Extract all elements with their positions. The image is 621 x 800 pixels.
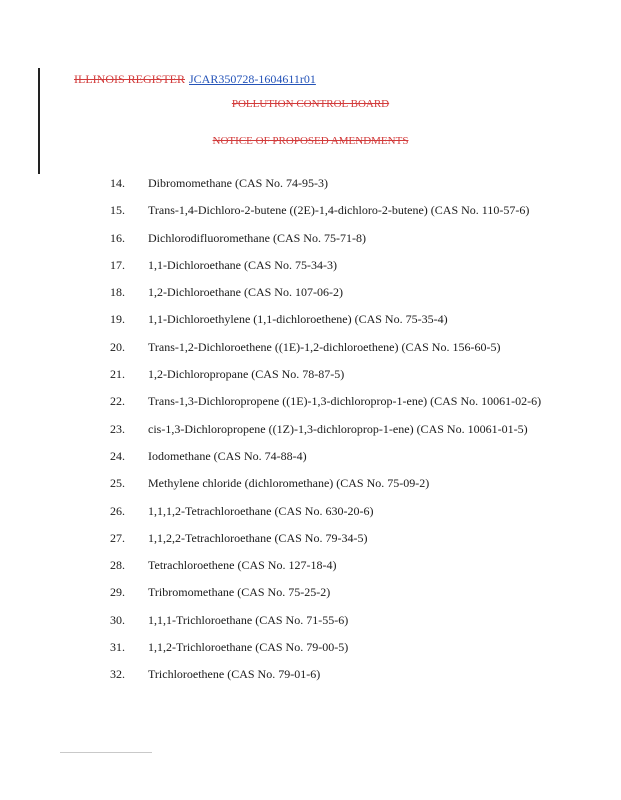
list-item bbox=[0, 336, 621, 363]
list-item bbox=[0, 227, 621, 254]
list-item-text: Tribromomethane (CAS No. 75-25-2) bbox=[148, 585, 331, 600]
list-item-text: 1,1,1,2-Tetrachloroethane (CAS No. 630-20-6) bbox=[148, 503, 374, 518]
list-item bbox=[0, 308, 621, 335]
compound-list bbox=[0, 172, 621, 691]
list-item-text: 1,2-Dichloroethane (CAS No. 107-06-2) bbox=[148, 285, 343, 300]
list-item-text: 1,1-Dichloroethane (CAS No. 75-34-3) bbox=[148, 257, 337, 272]
register-id-inserted: JCAR350728-1604611r01 bbox=[189, 72, 316, 86]
list-item-number: 17. bbox=[110, 257, 125, 272]
list-item-number: 31. bbox=[110, 640, 125, 655]
list-item-number: 22. bbox=[110, 394, 125, 409]
list-item-number: 29. bbox=[110, 585, 125, 600]
list-item-number: 16. bbox=[110, 230, 125, 245]
list-item bbox=[0, 472, 621, 499]
list-item-text: Trans-1,2-Dichloroethene ((1E)-1,2-dichloroethene) (CAS No. 156-60-5) bbox=[148, 339, 501, 354]
board-name-deleted: POLLUTION CONTROL BOARD bbox=[231, 98, 390, 110]
list-item-text: Trans-1,4-Dichloro-2-butene ((2E)-1,4-dichloro-2-butene) (CAS No. 110-57-6) bbox=[148, 203, 530, 218]
list-item-number: 15. bbox=[110, 203, 125, 218]
register-header bbox=[74, 72, 316, 87]
list-item-number: 23. bbox=[110, 421, 125, 436]
list-item-number: 18. bbox=[110, 285, 125, 300]
revision-change-bar bbox=[38, 68, 40, 174]
list-item-text: 1,1,2,2-Tetrachloroethane (CAS No. 79-34-5) bbox=[148, 530, 368, 545]
board-heading bbox=[0, 98, 621, 110]
notice-title-deleted: NOTICE OF PROPOSED AMENDMENTS bbox=[212, 135, 409, 147]
list-item-text: 1,1,1-Trichloroethane (CAS No. 71-55-6) bbox=[148, 612, 349, 627]
list-item-text: Methylene chloride (dichloromethane) (CAS No. 75-09-2) bbox=[148, 476, 430, 491]
list-item bbox=[0, 418, 621, 445]
list-item bbox=[0, 199, 621, 226]
list-item bbox=[0, 281, 621, 308]
list-item-number: 24. bbox=[110, 448, 125, 463]
list-item-text: Dibromomethane (CAS No. 74-95-3) bbox=[148, 176, 328, 190]
list-item-number: 30. bbox=[110, 612, 125, 627]
list-item bbox=[0, 581, 621, 608]
register-title-deleted: ILLINOIS REGISTER bbox=[74, 72, 185, 86]
list-item bbox=[0, 363, 621, 390]
list-item bbox=[0, 554, 621, 581]
list-item-text: Trichloroethene (CAS No. 79-01-6) bbox=[148, 667, 321, 682]
list-item bbox=[0, 390, 621, 417]
footer-rule bbox=[60, 752, 152, 753]
list-item-number: 26. bbox=[110, 503, 125, 518]
list-item-text: Dichlorodifluoromethane (CAS No. 75-71-8) bbox=[148, 230, 366, 245]
list-item bbox=[0, 609, 621, 636]
list-item-number: 20. bbox=[110, 339, 125, 354]
list-item-text: 1,1-Dichloroethylene (1,1-dichloroethene) (CAS No. 75-35-4) bbox=[148, 312, 448, 327]
list-item-number: 25. bbox=[110, 476, 125, 491]
list-item-text: Iodomethane (CAS No. 74-88-4) bbox=[148, 448, 307, 463]
list-item bbox=[0, 636, 621, 663]
list-item-text: Trans-1,3-Dichloropropene ((1E)-1,3-dichloroprop-1-ene) (CAS No. 10061-02-6) bbox=[148, 394, 542, 409]
list-item-number: 27. bbox=[110, 530, 125, 545]
notice-heading bbox=[0, 135, 621, 147]
list-item bbox=[0, 527, 621, 554]
list-item-text: Tetrachloroethene (CAS No. 127-18-4) bbox=[148, 558, 337, 573]
list-item-text: 1,1,2-Trichloroethane (CAS No. 79-00-5) bbox=[148, 640, 349, 655]
list-item-text: cis-1,3-Dichloropropene ((1Z)-1,3-dichloroprop-1-ene) (CAS No. 10061-01-5) bbox=[148, 421, 528, 436]
list-item-number: 14. bbox=[110, 176, 125, 190]
list-item bbox=[0, 500, 621, 527]
list-item-number: 19. bbox=[110, 312, 125, 327]
list-item-number: 21. bbox=[110, 367, 125, 382]
list-item bbox=[0, 172, 621, 199]
list-item bbox=[0, 254, 621, 281]
list-item-number: 32. bbox=[110, 667, 125, 682]
list-item bbox=[0, 445, 621, 472]
list-item-number: 28. bbox=[110, 558, 125, 573]
list-item bbox=[0, 663, 621, 690]
list-item-text: 1,2-Dichloropropane (CAS No. 78-87-5) bbox=[148, 367, 345, 382]
